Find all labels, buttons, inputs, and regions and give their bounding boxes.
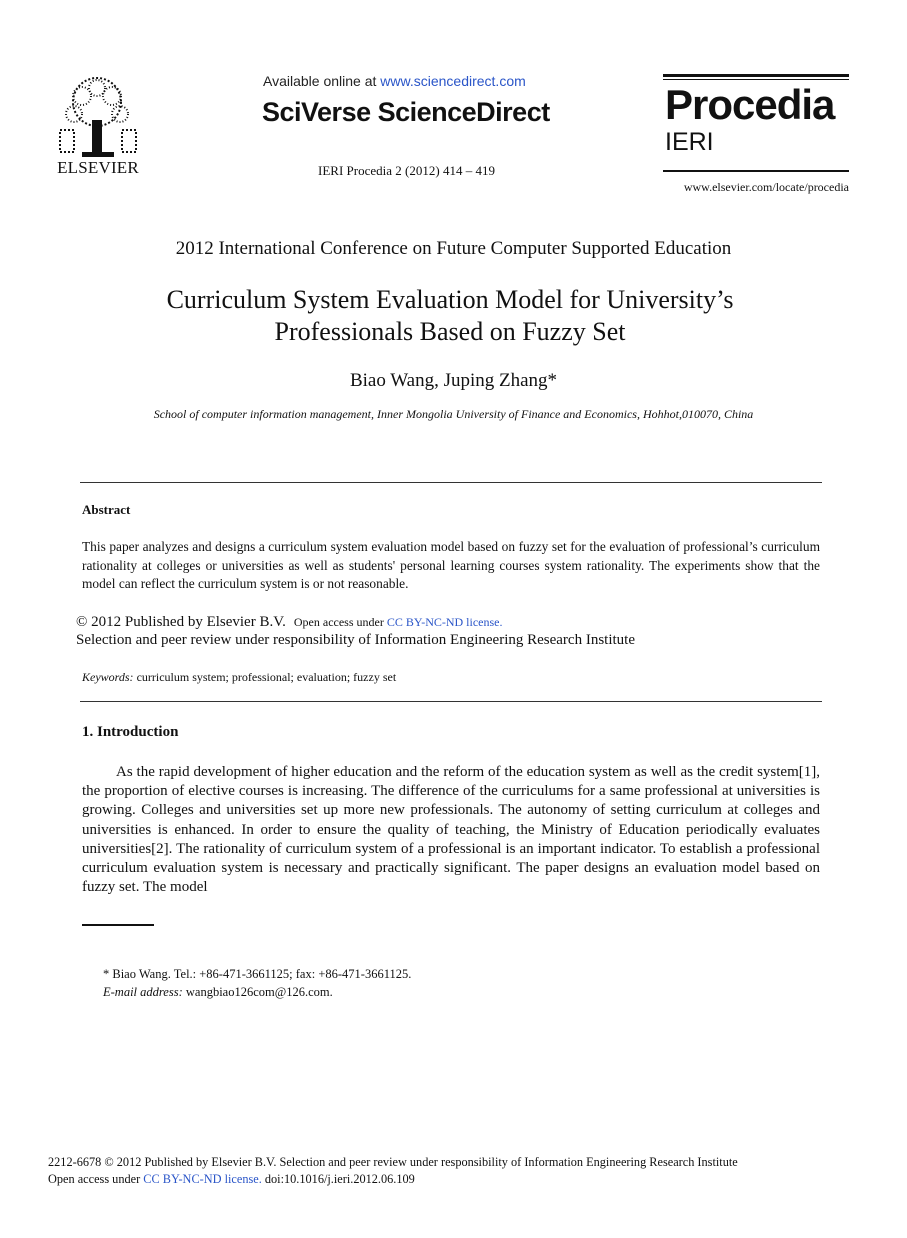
keywords [82, 670, 396, 685]
open-access-prefix: Open access under [293, 615, 387, 629]
title-line-2: Professionals Based on Fuzzy Set [274, 317, 626, 346]
paper-title [100, 284, 800, 348]
footnote-contact: * Biao Wang. Tel.: +86-471-3661125; fax: +86-471-3661125. [103, 967, 412, 981]
journal-sub: IERI [665, 128, 714, 156]
footnote-email [103, 985, 333, 1000]
footer-open-access-prefix: Open access under [48, 1172, 144, 1186]
conference-name: 2012 International Conference on Future Computer Supported Education [175, 238, 732, 259]
license-link[interactable]: CC BY-NC-ND license. [386, 615, 503, 629]
elsevier-wordmark: ELSEVIER [57, 158, 139, 177]
procedia-logo [663, 74, 849, 176]
footer-doi: doi:10.1016/j.ieri.2012.06.109 [261, 1172, 415, 1186]
platform-name: SciVerse ScienceDirect [262, 97, 550, 127]
copyright-line [76, 614, 503, 631]
available-prefix: Available online at [263, 73, 381, 89]
title-line-1: Curriculum System Evaluation Model for University’s [166, 285, 734, 314]
email-label: E-mail address: [103, 985, 183, 999]
footer-license-link[interactable]: CC BY-NC-ND license. [143, 1172, 262, 1186]
abstract-heading: Abstract [82, 502, 131, 517]
available-online [263, 73, 526, 89]
sciencedirect-link[interactable]: www.sciencedirect.com [380, 73, 526, 89]
section-heading-introduction: 1. Introduction [82, 724, 179, 740]
authors: Biao Wang, Juping Zhang* [349, 370, 558, 391]
copyright-text: © 2012 Published by Elsevier B.V. [76, 614, 286, 630]
introduction-text: As the rapid development of higher education and the reform of the education system as well as the credit system[1], the proportion of elective courses is increasing. The difference of the curriculums for a same professional at universities is growing. Colleges and universities set up more new professionals. The autonomy of setting curriculum at colleges and universities is enhanced. In order to ensure the quality of teaching, the Ministry of Education periodically evaluates universities[2]. The rationality of curriculum system of a professional is an important indicator. To establish a professional curriculum evaluation system is necessary and practically significant. The paper designs an evaluation model based on fuzzy set. The model [82, 764, 820, 896]
divider-top [80, 482, 822, 483]
divider-bottom [80, 701, 822, 702]
affiliation: School of computer information management, Inner Mongolia University of Finance and Economics, Hohhot,010070, China [153, 407, 754, 421]
journal-name: Procedia [665, 81, 835, 128]
email-value: wangbiao126com@126.com. [182, 985, 333, 999]
journal-url[interactable]: www.elsevier.com/locate/procedia [683, 180, 849, 194]
abstract-text: This paper analyzes and designs a curriculum system evaluation model based on fuzzy set for the evaluation of professional’s curriculum rationality at colleges or universities as well as students' personal learning courses system rationality. The experiments show that the model can reflect the curriculum system is or not reasonable. [82, 539, 820, 591]
keywords-label: Keywords: [82, 670, 134, 684]
footer-doi-line [48, 1172, 415, 1187]
keywords-values: curriculum system; professional; evaluation; fuzzy set [133, 670, 397, 684]
peer-review-line: Selection and peer review under responsibility of Information Engineering Research Institute [76, 632, 635, 648]
journal-citation-text: IERI Procedia 2 (2012) 414 – 419 [318, 163, 495, 178]
footnote-rule [82, 924, 154, 926]
footer-issn: 2212-6678 © 2012 Published by Elsevier B.V. Selection and peer review under responsibility of Information Engineering Research Institute [48, 1155, 738, 1169]
